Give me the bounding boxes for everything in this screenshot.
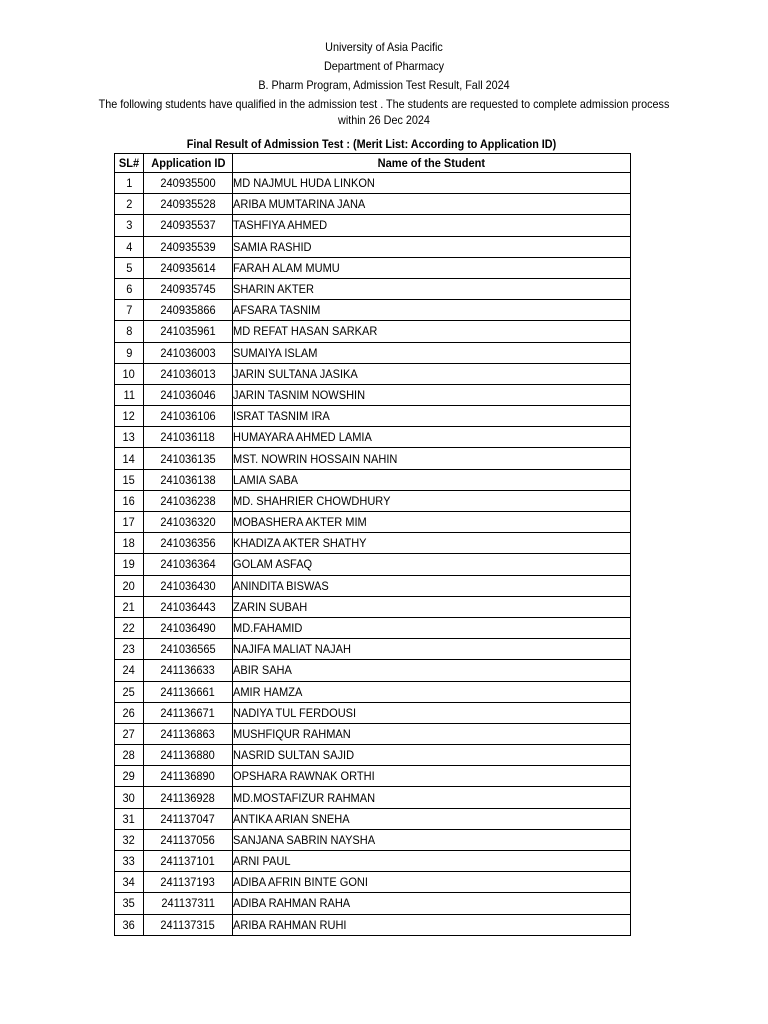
table-row [115, 215, 631, 236]
row-student-name: NAJIFA MALIAT NAJAH [233, 639, 631, 660]
table-row [115, 554, 631, 575]
row-application-id: 241137056 [144, 829, 233, 850]
table-row [115, 745, 631, 766]
row-student-name: JARIN TASNIM NOWSHIN [233, 384, 631, 405]
row-application-id: 240935528 [144, 194, 233, 215]
row-student-name: MD. SHAHRIER CHOWDHURY [233, 490, 631, 511]
table-row [115, 278, 631, 299]
row-application-id: 241136671 [144, 702, 233, 723]
row-application-id: 241137311 [144, 893, 233, 914]
row-serial-number: 21 [115, 596, 144, 617]
row-application-id: 241036118 [144, 427, 233, 448]
row-student-name: SHARIN AKTER [233, 278, 631, 299]
row-student-name: MUSHFIQUR RAHMAN [233, 723, 631, 744]
table-row [115, 469, 631, 490]
table-row [115, 490, 631, 511]
row-application-id: 241136661 [144, 681, 233, 702]
row-serial-number: 15 [115, 469, 144, 490]
table-row [115, 914, 631, 935]
row-serial-number: 20 [115, 575, 144, 596]
row-application-id: 241136928 [144, 787, 233, 808]
table-row [115, 660, 631, 681]
row-serial-number: 36 [115, 914, 144, 935]
row-student-name: SAMIA RASHID [233, 236, 631, 257]
table-row [115, 321, 631, 342]
row-application-id: 240935745 [144, 278, 233, 299]
table-row [115, 448, 631, 469]
row-application-id: 241136890 [144, 766, 233, 787]
row-application-id: 241137193 [144, 872, 233, 893]
document-header [38, 38, 729, 128]
column-header-sl: SL# [115, 154, 144, 173]
row-student-name: SUMAIYA ISLAM [233, 342, 631, 363]
row-serial-number: 13 [115, 427, 144, 448]
table-row [115, 681, 631, 702]
row-serial-number: 30 [115, 787, 144, 808]
row-student-name: GOLAM ASFAQ [233, 554, 631, 575]
row-student-name: MD.MOSTAFIZUR RAHMAN [233, 787, 631, 808]
row-student-name: HUMAYARA AHMED LAMIA [233, 427, 631, 448]
row-student-name: ZARIN SUBAH [233, 596, 631, 617]
row-serial-number: 17 [115, 512, 144, 533]
row-application-id: 241136863 [144, 723, 233, 744]
row-serial-number: 23 [115, 639, 144, 660]
row-serial-number: 34 [115, 872, 144, 893]
table-row [115, 427, 631, 448]
results-table-body [115, 173, 631, 936]
row-student-name: ARIBA RAHMAN RUHI [233, 914, 631, 935]
row-student-name: NADIYA TUL FERDOUSI [233, 702, 631, 723]
row-application-id: 240935866 [144, 300, 233, 321]
table-row [115, 829, 631, 850]
row-student-name: ANINDITA BISWAS [233, 575, 631, 596]
row-serial-number: 28 [115, 745, 144, 766]
row-student-name: ISRAT TASNIM IRA [233, 406, 631, 427]
row-student-name: NASRID SULTAN SAJID [233, 745, 631, 766]
table-row [115, 808, 631, 829]
row-serial-number: 29 [115, 766, 144, 787]
table-header-row [115, 154, 631, 173]
row-serial-number: 11 [115, 384, 144, 405]
row-application-id: 241136633 [144, 660, 233, 681]
row-student-name: TASHFIYA AHMED [233, 215, 631, 236]
row-serial-number: 32 [115, 829, 144, 850]
row-serial-number: 9 [115, 342, 144, 363]
row-serial-number: 12 [115, 406, 144, 427]
row-student-name: FARAH ALAM MUMU [233, 257, 631, 278]
table-row [115, 851, 631, 872]
row-serial-number: 19 [115, 554, 144, 575]
row-student-name: ARNI PAUL [233, 851, 631, 872]
row-serial-number: 14 [115, 448, 144, 469]
row-student-name: MD REFAT HASAN SARKAR [233, 321, 631, 342]
row-student-name: JARIN SULTANA JASIKA [233, 363, 631, 384]
row-student-name: ADIBA RAHMAN RAHA [233, 893, 631, 914]
row-student-name: ARIBA MUMTARINA JANA [233, 194, 631, 215]
table-row [115, 512, 631, 533]
table-row [115, 702, 631, 723]
row-application-id: 241036443 [144, 596, 233, 617]
table-row [115, 342, 631, 363]
row-serial-number: 8 [115, 321, 144, 342]
row-application-id: 241036013 [144, 363, 233, 384]
row-application-id: 241036135 [144, 448, 233, 469]
row-student-name: MOBASHERA AKTER MIM [233, 512, 631, 533]
table-title: Final Result of Admission Test : (Merit List: According to Application ID) [186, 137, 557, 151]
row-student-name: ABIR SAHA [233, 660, 631, 681]
row-serial-number: 6 [115, 278, 144, 299]
row-serial-number: 27 [115, 723, 144, 744]
row-application-id: 241036565 [144, 639, 233, 660]
row-application-id: 241035961 [144, 321, 233, 342]
row-application-id: 241036106 [144, 406, 233, 427]
table-row [115, 384, 631, 405]
table-row [115, 257, 631, 278]
table-row [115, 639, 631, 660]
row-application-id: 241137101 [144, 851, 233, 872]
row-serial-number: 31 [115, 808, 144, 829]
table-row [115, 194, 631, 215]
row-application-id: 241036138 [144, 469, 233, 490]
table-row [115, 723, 631, 744]
row-serial-number: 3 [115, 215, 144, 236]
row-student-name: AFSARA TASNIM [233, 300, 631, 321]
row-student-name: MD NAJMUL HUDA LINKON [233, 173, 631, 194]
row-serial-number: 25 [115, 681, 144, 702]
table-row [115, 596, 631, 617]
table-row [115, 575, 631, 596]
row-serial-number: 1 [115, 173, 144, 194]
row-application-id: 240935500 [144, 173, 233, 194]
row-serial-number: 18 [115, 533, 144, 554]
row-application-id: 241036356 [144, 533, 233, 554]
row-student-name: OPSHARA RAWNAK ORTHI [233, 766, 631, 787]
row-serial-number: 24 [115, 660, 144, 681]
row-serial-number: 16 [115, 490, 144, 511]
row-application-id: 241036320 [144, 512, 233, 533]
row-student-name: SANJANA SABRIN NAYSHA [233, 829, 631, 850]
table-row [115, 766, 631, 787]
row-application-id: 241136880 [144, 745, 233, 766]
row-application-id: 241137315 [144, 914, 233, 935]
row-student-name: ADIBA AFRIN BINTE GONI [233, 872, 631, 893]
table-row [115, 406, 631, 427]
table-row [115, 363, 631, 384]
row-serial-number: 35 [115, 893, 144, 914]
table-row [115, 300, 631, 321]
row-application-id: 240935539 [144, 236, 233, 257]
results-table [114, 153, 631, 936]
table-row [115, 617, 631, 638]
table-row [115, 787, 631, 808]
table-row [115, 893, 631, 914]
row-application-id: 241036003 [144, 342, 233, 363]
row-serial-number: 22 [115, 617, 144, 638]
row-application-id: 240935614 [144, 257, 233, 278]
table-row [115, 533, 631, 554]
department-name: Department of Pharmacy [323, 59, 445, 73]
column-header-student-name: Name of the Student [233, 154, 631, 173]
row-application-id: 240935537 [144, 215, 233, 236]
table-row [115, 173, 631, 194]
row-student-name: MD.FAHAMID [233, 617, 631, 638]
row-application-id: 241036430 [144, 575, 233, 596]
qualification-notice: The following students have qualified in the admission test . The students are requested to complete admission process within 26 Dec 2024 [98, 97, 670, 127]
table-row [115, 236, 631, 257]
column-header-application-id: Application ID [144, 154, 233, 173]
row-application-id: 241137047 [144, 808, 233, 829]
program-title: B. Pharm Program, Admission Test Result, Fall 2024 [258, 78, 510, 92]
row-student-name: LAMIA SABA [233, 469, 631, 490]
row-serial-number: 10 [115, 363, 144, 384]
row-application-id: 241036364 [144, 554, 233, 575]
row-student-name: ANTIKA ARIAN SNEHA [233, 808, 631, 829]
row-serial-number: 5 [115, 257, 144, 278]
row-student-name: KHADIZA AKTER SHATHY [233, 533, 631, 554]
row-serial-number: 33 [115, 851, 144, 872]
row-student-name: AMIR HAMZA [233, 681, 631, 702]
row-application-id: 241036490 [144, 617, 233, 638]
table-row [115, 872, 631, 893]
row-serial-number: 7 [115, 300, 144, 321]
row-serial-number: 4 [115, 236, 144, 257]
row-application-id: 241036046 [144, 384, 233, 405]
university-name: University of Asia Pacific [325, 40, 443, 54]
row-application-id: 241036238 [144, 490, 233, 511]
row-student-name: MST. NOWRIN HOSSAIN NAHIN [233, 448, 631, 469]
row-serial-number: 2 [115, 194, 144, 215]
row-serial-number: 26 [115, 702, 144, 723]
